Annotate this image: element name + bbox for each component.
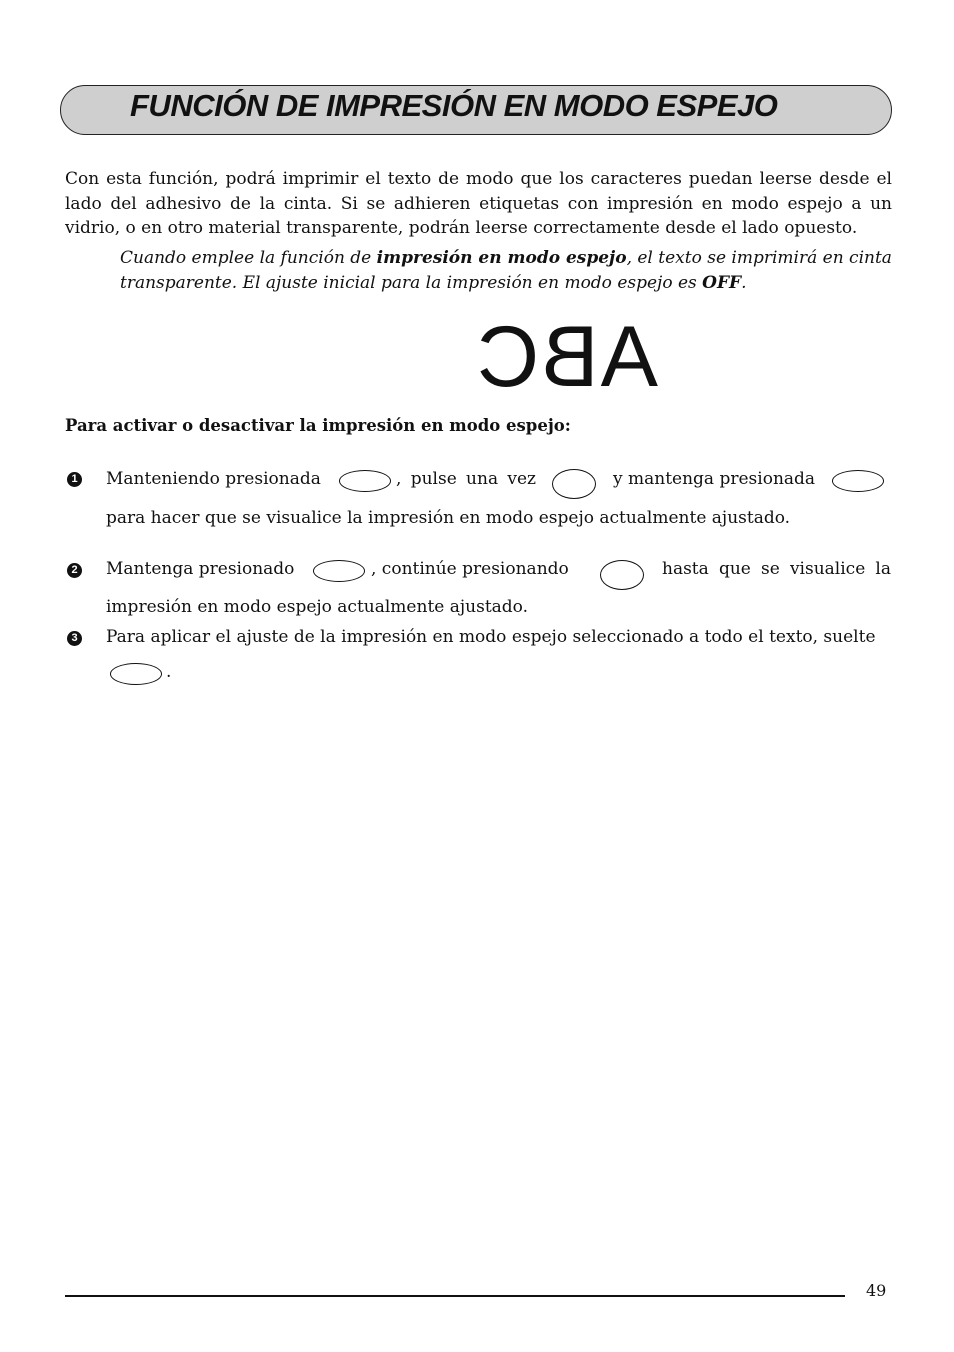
note-paragraph <box>120 246 892 296</box>
note-end: . <box>741 273 747 293</box>
step-2-text-a: Mantenga presionado <box>106 559 295 579</box>
step-1-text-d: para hacer que se visualice la impresión en modo espejo actualmente ajustado. <box>106 508 791 528</box>
mirror-print-sample: ABC <box>475 309 658 405</box>
footer-rule <box>65 1295 845 1297</box>
note-off-value: OFF <box>702 273 742 293</box>
step-3-text-a: Para aplicar el ajuste de la impresión en modo espejo seleccionado a todo el texto, suelte <box>106 627 876 647</box>
step-1-number: 1 <box>67 472 82 487</box>
page-number: 49 <box>866 1281 887 1300</box>
step-2-number: 2 <box>67 563 82 578</box>
step-1-text-b: , pulse una vez <box>396 469 536 489</box>
key-shift-icon <box>110 663 162 685</box>
step-2-text-d: impresión en modo espejo actualmente ajustado. <box>106 597 529 617</box>
note-prefix: Cuando emplee la función de <box>120 248 377 268</box>
note-bold-term: impresión en modo espejo <box>376 248 627 268</box>
step-1-text-c: y mantenga presionada <box>613 469 816 489</box>
step-3-number: 3 <box>67 631 82 646</box>
step-2-text-b: , continúe presionando <box>371 559 569 579</box>
key-round-icon <box>600 560 644 590</box>
key-shift-icon <box>339 470 391 492</box>
key-shift-icon <box>313 560 365 582</box>
intro-paragraph: Con esta función, podrá imprimir el texto de modo que los caracteres puedan leerse desde el lado del adhesivo de la cinta. Si se adhieren etiquetas con impresión en modo espejo a un vidrio, o en otro material transparente, podrán leerse correctamente desde el lado opuesto. <box>65 169 892 238</box>
key-round-icon <box>552 469 596 499</box>
procedure-heading: Para activar o desactivar la impresión en modo espejo: <box>65 416 571 435</box>
step-3-text-d: . <box>166 662 172 682</box>
note-middle: , el texto se imprimirá en cinta transparente. El ajuste inicial para la impresión en modo espejo es <box>120 248 892 293</box>
step-1-text-a: Manteniendo presionada <box>106 469 321 489</box>
page-title: FUNCIÓN DE IMPRESIÓN EN MODO ESPEJO <box>130 88 778 123</box>
step-2-text-c: hasta que se visualice la <box>662 559 891 579</box>
key-wide-icon <box>832 470 884 492</box>
